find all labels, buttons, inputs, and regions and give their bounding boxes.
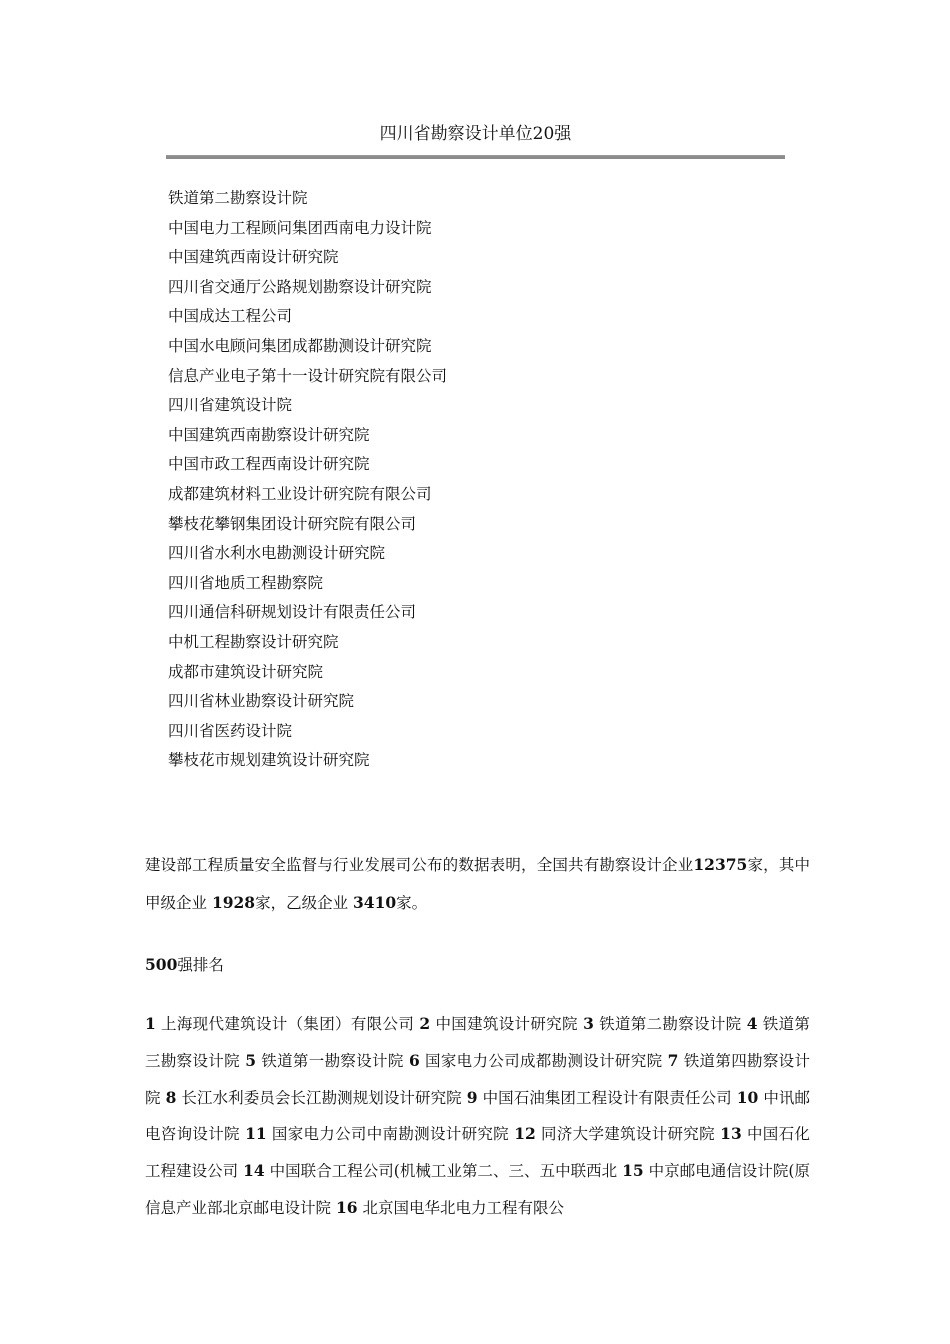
ranking-number: 4 — [746, 1014, 758, 1033]
list-item: 四川省水利水电勘测设计研究院 — [168, 544, 386, 563]
ranking-company: 同济大学建筑设计研究院 — [541, 1125, 715, 1144]
stats-text-2: 家，其中甲级企业 — [145, 856, 810, 912]
ranking-number: 15 — [622, 1161, 644, 1181]
ranking-number: 13 — [720, 1124, 742, 1144]
ranking-company: 铁道第四勘察设计院 — [145, 1051, 810, 1107]
ranking-company: 铁道第二勘察设计院 — [599, 1015, 742, 1033]
list-item: 攀枝花市规划建筑设计研究院 — [168, 751, 370, 770]
list-item: 四川省建筑设计院 — [168, 396, 293, 415]
list-item: 信息产业电子第十一设计研究院有限公司 — [168, 366, 448, 385]
ranking-number: 11 — [245, 1124, 267, 1144]
ranking-company: 铁道第一勘察设计院 — [261, 1051, 404, 1070]
list-item: 成都建筑材料工业设计研究院有限公司 — [168, 484, 432, 503]
top20-list — [168, 184, 768, 776]
list-item: 成都市建筑设计研究院 — [168, 662, 324, 681]
list-item: 铁道第二勘察设计院 — [168, 189, 308, 207]
ranking-number: 12 — [514, 1124, 536, 1144]
list-item: 四川省交通厅公路规划勘察设计研究院 — [168, 277, 432, 296]
ranking-company: 长江水利委员会长江勘测规划设计研究院 — [181, 1088, 462, 1107]
ranking-company: 中讯邮电咨询设计院 — [145, 1088, 810, 1144]
list-item: 中机工程勘察设计研究院 — [168, 632, 339, 651]
list-item: 四川省林业勘察设计研究院 — [168, 692, 355, 711]
ranking-number: 10 — [736, 1087, 759, 1107]
stats-text-3: 家，乙级企业 — [255, 894, 354, 912]
list-item: 攀枝花攀钢集团设计研究院有限公司 — [168, 514, 417, 533]
list-item: 四川通信科研规划设计有限责任公司 — [168, 603, 417, 622]
list-item: 中国成达工程公司 — [168, 307, 293, 326]
stats-paragraph — [145, 846, 810, 922]
ranking-company: 中国石油集团工程设计有限责任公司 — [482, 1088, 732, 1107]
ranking-number: 7 — [667, 1050, 679, 1070]
ranking-paragraph — [145, 1006, 810, 1227]
ranking-number: 14 — [243, 1161, 265, 1181]
page-title: 四川省勘察设计单位20强 — [379, 124, 572, 144]
stats-grade-b: 3410 — [353, 893, 397, 912]
list-item: 四川省地质工程勘察院 — [168, 573, 324, 592]
ranking-company: 国家电力公司成都勘测设计研究院 — [425, 1051, 663, 1070]
list-item: 中国建筑西南勘察设计研究院 — [168, 425, 370, 444]
stats-total: 12375 — [693, 855, 748, 874]
ranking-company: 中国石化工程建设公司 — [145, 1125, 810, 1181]
ranking-heading — [145, 946, 810, 984]
ranking-number: 9 — [466, 1087, 478, 1107]
ranking-number: 5 — [245, 1050, 257, 1070]
stats-text-1: 建设部工程质量安全监督与行业发展司公布的数据表明，全国共有勘察设计企业 — [145, 856, 694, 874]
ranking-number: 3 — [583, 1014, 594, 1033]
list-item: 中国电力工程顾问集团西南电力设计院 — [168, 218, 432, 237]
list-item: 中国水电顾问集团成都勘测设计研究院 — [168, 336, 432, 355]
ranking-heading-number: 500 — [145, 955, 178, 974]
title-divider — [166, 155, 785, 159]
list-item: 四川省医药设计院 — [168, 721, 293, 740]
ranking-company: 中京邮电通信设计院(原信息产业部北京邮电设计院 — [145, 1162, 810, 1217]
ranking-number: 6 — [408, 1050, 420, 1070]
ranking-number: 1 — [145, 1014, 156, 1033]
stats-grade-a: 1928 — [211, 893, 256, 912]
list-item: 中国建筑西南设计研究院 — [168, 248, 339, 267]
ranking-company: 北京国电华北电力工程有限公 — [362, 1198, 564, 1217]
list-item: 中国市政工程西南设计研究院 — [168, 455, 370, 474]
ranking-number: 8 — [165, 1087, 177, 1107]
ranking-number: 16 — [335, 1197, 358, 1217]
ranking-company: 铁道第三勘察设计院 — [145, 1015, 810, 1070]
ranking-company: 中国联合工程公司(机械工业第二、三、五中联西北 — [269, 1162, 618, 1181]
ranking-number: 2 — [419, 1014, 431, 1033]
ranking-company: 中国建筑设计研究院 — [435, 1015, 578, 1033]
ranking-company: 国家电力公司中南勘测设计研究院 — [271, 1125, 509, 1144]
stats-text-4: 家。 — [396, 894, 428, 912]
ranking-company: 上海现代建筑设计（集团）有限公司 — [161, 1015, 415, 1033]
ranking-heading-text: 强排名 — [177, 956, 224, 974]
